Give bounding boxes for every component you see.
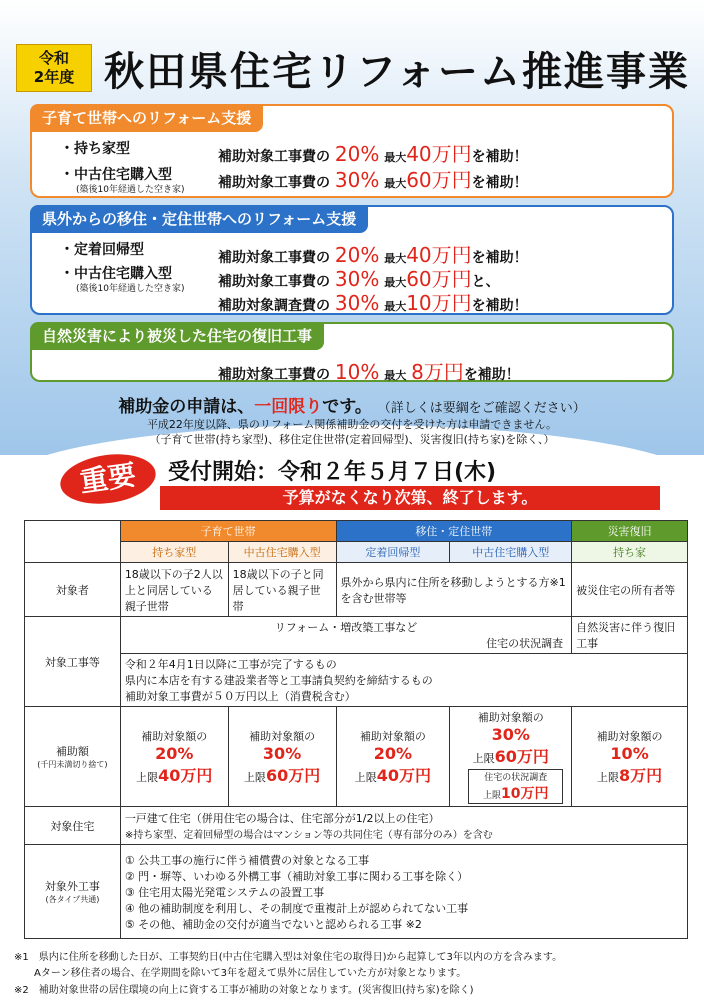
detail-text: 補助対象工事費の — [218, 367, 330, 383]
amount-used-migration — [450, 707, 572, 807]
amount-pct: 20% — [373, 743, 413, 763]
section-childcare-heading: 子育て世帯へのリフォーム支援 — [30, 104, 263, 132]
amount-limit: 上限 — [354, 770, 377, 784]
childcare-owned-detail — [218, 138, 528, 167]
detail-tail: を補助！ — [471, 175, 528, 191]
footnote-1: ※1 県内に住所を移動した日が、工事契約日(中古住宅購入型は対象住宅の取得日)から起算して3年以内の方を含みます。 — [14, 952, 563, 963]
target-used: 18歳以下の子と同居している親子世帯 — [228, 563, 336, 617]
detail-pct: 10% — [334, 360, 380, 384]
amount-label: 補助額 — [55, 745, 89, 758]
excluded-item: ① 公共工事の施行に伴う補償費の対象となる工事 — [124, 853, 370, 867]
start-date: 受付開始：令和２年５月７日(木) — [168, 460, 497, 485]
detail-tail: を補助！ — [471, 149, 528, 165]
amount-limit: 上限 — [136, 770, 159, 784]
group-migration: 移住・定住世帯 — [336, 521, 572, 542]
amount-survey-label: 住宅の状況調査 — [484, 773, 548, 783]
detail-tail: と、 — [471, 274, 500, 290]
detail-pct: 20% — [334, 142, 380, 166]
detail-max: 最大 — [384, 177, 407, 190]
housing-line-2: ※持ち家型、定着回帰型の場合はマンション等の共同住宅（専有部分のみ）を含む — [124, 830, 493, 841]
type-used-migration: 中古住宅購入型 — [450, 542, 572, 563]
amount-pct: 10% — [610, 743, 649, 763]
budget-notice: 予算がなくなり次第、終了します。 — [160, 486, 660, 510]
migration-survey-detail — [218, 287, 528, 316]
target-disaster: 被災住宅の所有者等 — [572, 563, 688, 617]
important-badge: 重要 — [57, 449, 159, 510]
excluded-list — [120, 845, 687, 939]
amount-value: 60万円 — [265, 765, 321, 785]
childcare-used-label: ・中古住宅購入型 — [60, 167, 172, 183]
amount-return — [336, 707, 450, 807]
amount-head: 補助対象額の — [596, 729, 663, 743]
amount-owned — [120, 707, 228, 807]
amount-value: 10万円 — [501, 786, 549, 802]
page-title: 秋田県住宅リフォーム推進事業 — [104, 49, 690, 95]
type-owned: 持ち家型 — [120, 542, 228, 563]
housing-line-1: 一戸建て住宅（併用住宅の場合は、住宅部分が1/2以上の住宅） — [124, 812, 440, 825]
detail-tail: を補助！ — [463, 367, 520, 383]
once-b: 一回限り — [254, 397, 323, 417]
detail-amount: 60万円 — [406, 267, 472, 291]
detail-max: 最大 — [384, 369, 407, 382]
detail-pct: 30% — [334, 291, 380, 315]
amount-pct: 20% — [155, 743, 194, 763]
footnote-1b: Aターン移住者の場合、在学期間を除いて3年を超えて県外に居住していた方が対象となります。 — [14, 968, 467, 979]
amount-survey-box — [468, 769, 563, 804]
detail-amount: 60万円 — [406, 168, 472, 192]
amount-value: 8万円 — [619, 765, 663, 785]
excluded-sublabel: (各タイプ共通) — [45, 895, 100, 904]
works-condition-1: 令和２年4月1日以降に工事が完了するもの — [124, 658, 337, 671]
works-main — [120, 617, 571, 654]
detail-pct: 30% — [334, 267, 380, 291]
detail-amount: 40万円 — [406, 243, 472, 267]
footnote-2: ※2 補助対象世帯の居住環境の向上に資する工事が補助の対象となります。(災害復旧(持ち家)を除く) — [14, 985, 474, 996]
works-condition-3: 補助対象工事費が５０万円以上（消費税含む） — [124, 690, 356, 703]
type-used-childcare: 中古住宅購入型 — [228, 542, 336, 563]
detail-amount: 10万円 — [406, 291, 472, 315]
migration-used-note: (築後10年経過した空き家) — [76, 284, 185, 294]
migration-used-label: ・中古住宅購入型 — [60, 266, 172, 282]
detail-max: 最大 — [384, 252, 407, 265]
detail-pct: 30% — [334, 168, 380, 192]
amount-head: 補助対象額の — [477, 711, 544, 724]
table-corner — [25, 521, 121, 563]
amount-used — [228, 707, 336, 807]
disaster-detail — [218, 356, 520, 385]
detail-text: 補助対象工事費の — [218, 149, 330, 165]
once-note-2: （子育て世帯(持ち家型)、移住定住世帯(定着回帰型)、災害復旧(持ち家)を除く、） — [149, 433, 555, 446]
year-badge-text: 令和 2年度 — [33, 49, 75, 86]
works-conditions — [120, 654, 687, 707]
section-childcare — [30, 104, 674, 198]
amount-limit: 上限 — [597, 770, 619, 784]
amount-head: 補助対象額の — [141, 729, 208, 743]
target-owned: 18歳以下の子2人以上と同居している親子世帯 — [120, 563, 228, 617]
type-disaster-owned: 持ち家 — [572, 542, 688, 563]
once-d: （詳しくは要綱をご確認ください） — [377, 401, 586, 416]
works-survey: 住宅の状況調査 — [486, 637, 564, 650]
amount-pct: 30% — [491, 725, 530, 744]
detail-text: 補助対象工事費の — [218, 175, 330, 191]
row-label-target: 対象者 — [25, 563, 121, 617]
row-label-amount — [25, 707, 121, 807]
detail-max: 最大 — [384, 276, 407, 289]
amount-head: 補助対象額の — [249, 729, 316, 743]
detail-max: 最大 — [384, 300, 407, 313]
amount-pct: 30% — [262, 743, 302, 763]
childcare-owned-label: ・持ち家型 — [60, 141, 130, 157]
group-childcare: 子育て世帯 — [120, 521, 336, 542]
amount-value: 40万円 — [376, 765, 432, 785]
group-disaster: 災害復旧 — [572, 521, 688, 542]
detail-max: 最大 — [384, 151, 407, 164]
year-badge — [16, 44, 92, 92]
section-disaster-heading: 自然災害により被災した住宅の復旧工事 — [30, 322, 324, 350]
row-label-works: 対象工事等 — [25, 617, 121, 707]
detail-tail: を補助！ — [471, 298, 528, 314]
detail-pct: 20% — [334, 243, 380, 267]
once-only-notice — [0, 392, 704, 417]
once-note-1: 平成22年度以降、県のリフォーム関係補助金の交付を受けた方は申請できません。 — [146, 418, 558, 431]
works-disaster: 自然災害に伴う復旧工事 — [572, 617, 688, 654]
row-label-housing: 対象住宅 — [25, 807, 121, 845]
amount-head: 補助対象額の — [359, 729, 426, 743]
amount-limit: 上限 — [243, 770, 266, 784]
once-c: です。 — [322, 397, 372, 417]
amount-value: 60万円 — [494, 747, 549, 766]
migration-return-label: ・定着回帰型 — [60, 242, 144, 258]
excluded-item: ② 門・塀等、いわゆる外構工事（補助対象工事に関わる工事を除く） — [124, 869, 469, 883]
childcare-used-note: (築後10年経過した空き家) — [76, 185, 185, 195]
excluded-label: 対象外工事 — [44, 880, 100, 893]
housing-text — [120, 807, 687, 845]
row-label-excluded — [25, 845, 121, 939]
section-disaster — [30, 322, 674, 382]
detail-text: 補助対象調査費の — [218, 298, 330, 314]
target-migration: 県外から県内に住所を移動しようとする方※1を含む世帯等 — [336, 563, 572, 617]
excluded-item: ③ 住宅用太陽光発電システムの設置工事 — [124, 885, 325, 899]
works-condition-2: 県内に本店を有する建設業者等と工事請負契約を締結するもの — [124, 674, 433, 687]
excluded-item: ④ 他の補助制度を利用し、その制度で重複計上が認められてない工事 — [124, 901, 469, 915]
detail-text: 補助対象工事費の — [218, 250, 330, 266]
amount-value: 40万円 — [158, 765, 213, 785]
amount-disaster — [572, 707, 688, 807]
amount-limit: 上限 — [472, 752, 495, 765]
section-migration — [30, 205, 674, 315]
amount-limit: 上限 — [482, 791, 501, 801]
subsidy-table — [24, 520, 688, 939]
excluded-item: ⑤ その他、補助金の交付が適当でないと認められる工事 ※2 — [124, 917, 422, 931]
detail-amount: 40万円 — [406, 142, 472, 166]
once-a: 補助金の申請は、 — [118, 397, 255, 417]
detail-amount: 8万円 — [411, 360, 464, 384]
type-return: 定着回帰型 — [336, 542, 450, 563]
section-migration-heading: 県外からの移住・定住世帯へのリフォーム支援 — [30, 205, 368, 233]
detail-tail: を補助！ — [471, 250, 528, 266]
detail-text: 補助対象工事費の — [218, 274, 330, 290]
amount-sublabel: (千円未満切り捨て) — [37, 760, 108, 769]
childcare-used-detail — [218, 164, 528, 193]
works-main-text: リフォーム・増改築工事など — [274, 621, 418, 634]
